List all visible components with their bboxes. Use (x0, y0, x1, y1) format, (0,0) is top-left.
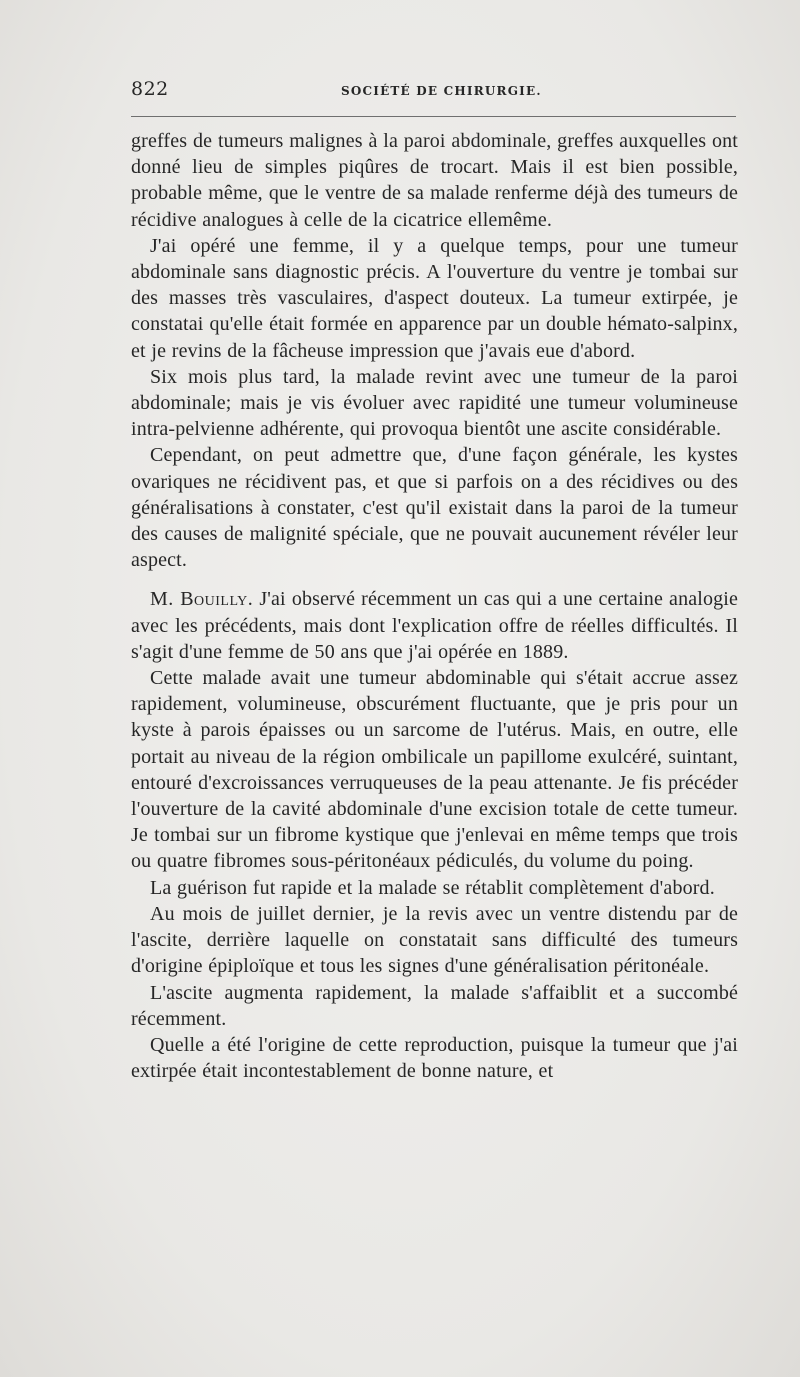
paragraph: Au mois de juillet dernier, je la revis avec un ventre distendu par de l'ascite, derrière laquelle on constatait sans difficulté des tumeurs d'origine épiploïque et tous les signes d'une généralisation péritonéale. (131, 902, 738, 978)
paragraph: La guérison fut rapide et la malade se rétablit complètement d'abord. (150, 876, 715, 899)
paragraph: Cependant, on peut admettre que, d'une façon générale, les kystes ovariques ne récidivent pas, et que si parfois on a des récidives ou des généralisations à constater, c'est qu'il existait dans la paroi de la tumeur des causes de malignité spéciale, que ne pouvait aucunement révéler leur aspect. (131, 444, 738, 572)
page-number: 822 (131, 78, 169, 100)
speaker-text: J'ai observé récemment un cas qui a une certaine analogie avec les précédents, mais dont l'explication offre de réelles difficultés. Il s'agit d'une femme de 50 ans que j'ai opérée en 1889. (131, 588, 738, 663)
speaker-paragraph (131, 586, 738, 665)
paragraph: Quelle a été l'origine de cette reproduction, puisque la tumeur que j'ai extirpée était incontestablement de bonne nature, et (131, 1033, 738, 1083)
paragraph: Six mois plus tard, la malade revint avec une tumeur de la paroi abdominale; mais je vis évoluer avec rapidité une tumeur volumineuse intra-pelvienne adhérente, qui provoqua bientôt une ascite considérable. (131, 365, 738, 441)
paragraph: J'ai opéré une femme, il y a quelque temps, pour une tumeur abdominale sans diagnostic précis. A l'ouverture du ventre je tombai sur des masses très vasculaires, d'aspect douteux. La tumeur extirpée, je constatai qu'elle était formée en apparence par un double hémato-salpinx, et je revins de la fâcheuse impression que j'avais eue d'abord. (131, 234, 738, 362)
speaker-name: M. Bouilly. (150, 588, 254, 611)
page-header (131, 78, 736, 102)
paragraph: greffes de tumeurs malignes à la paroi abdominale, greffes auxquelles ont donné lieu de simples piqûres de trocart. Mais il est bien possible, probable même, que le ventre de sa malade renferme déjà des tumeurs de récidive analogues à celle de la cicatrice ellemême. (131, 130, 738, 231)
body-text (131, 128, 738, 1084)
paragraph: Cette malade avait une tumeur abdominable qui s'était accrue assez rapidement, volumineuse, obscurément fluctuante, que je pris pour un kyste à parois épaisses ou un sarcome de l'utérus. Mais, en outre, elle portait au niveau de la région ombilicale un papillome exulcéré, suintant, entouré d'excroissances verruqueuses de la peau attenante. Je fis précéder l'ouverture de la cavité abdominale d'une excision totale de cette tumeur. Je tombai sur un fibrome kystique que j'enlevai en même temps que trois ou quatre fibromes sous-péritonéaux pédiculés, du volume du poing. (131, 667, 738, 873)
running-title: SOCIÉTÉ DE CHIRURGIE. (341, 84, 542, 98)
paragraph: L'ascite augmenta rapidement, la malade s'affaiblit et a succombé récemment. (131, 981, 738, 1030)
header-rule (131, 116, 736, 117)
